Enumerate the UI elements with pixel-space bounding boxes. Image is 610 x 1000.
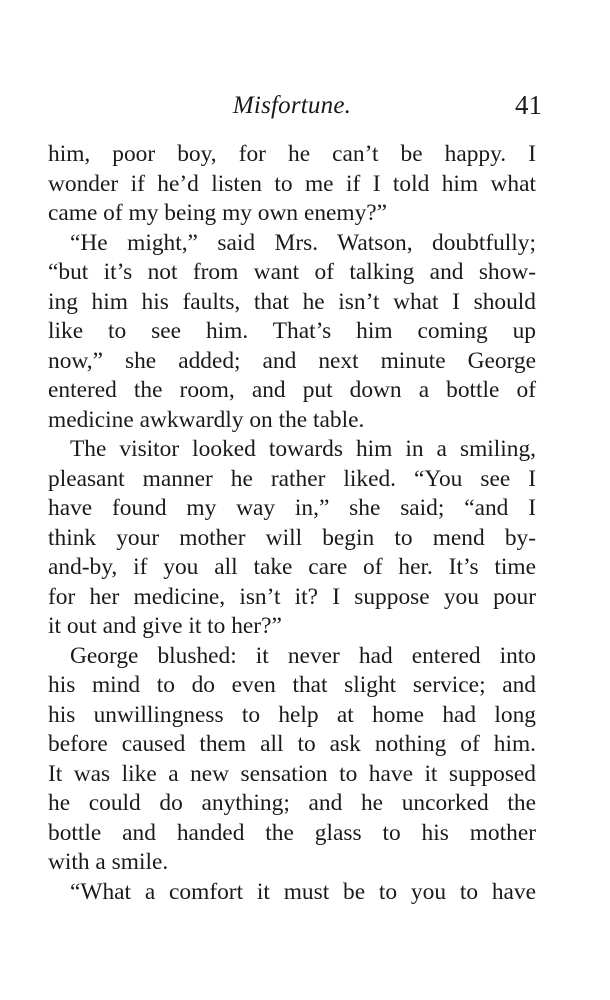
text-line: “but it’s not from want of talking and show- <box>48 259 536 285</box>
text-line: “What a comfort it must be to you to have <box>70 878 536 905</box>
page-header <box>48 88 542 128</box>
text-line: think your mother will begin to mend by- <box>48 524 536 551</box>
text-line: wonder if he’d listen to me if I told him what <box>48 170 536 197</box>
text-line: It was like a new sensation to have it supposed <box>48 760 536 787</box>
text-line: now,” she added; and next minute George <box>48 347 536 374</box>
text-line: have found my way in,” she said; “and I <box>48 495 536 521</box>
text-line: The visitor looked towards him in a smiling, <box>70 436 536 462</box>
text-line: “He might,” said Mrs. Watson, doubtfully; <box>70 229 536 256</box>
text-line: his unwillingness to help at home had long <box>48 701 536 728</box>
text-line: he could do anything; and he uncorked the <box>48 790 536 816</box>
body-text <box>48 140 536 907</box>
text-line: George blushed: it never had entered into <box>70 642 536 669</box>
text-line: for her medicine, isn’t it? I suppose you pour <box>48 583 536 610</box>
text-line: bottle and handed the glass to his mother <box>48 819 536 846</box>
text-line: pleasant manner he rather liked. “You see I <box>48 465 536 492</box>
page-number: 41 <box>515 90 542 120</box>
text-line: with a smile. <box>48 849 169 875</box>
text-line: it out and give it to her?” <box>48 613 282 639</box>
text-line: ing him his faults, that he isn’t what I should <box>48 288 536 315</box>
text-line: before caused them all to ask nothing of him. <box>48 731 536 757</box>
running-title: Misfortune. <box>232 92 352 119</box>
text-line: and-by, if you all take care of her. It’s time <box>48 554 536 580</box>
text-line: medicine awkwardly on the table. <box>48 406 365 433</box>
text-line: his mind to do even that slight service; and <box>48 672 536 698</box>
text-line: came of my being my own enemy?” <box>48 200 388 226</box>
text-line: like to see him. That’s him coming up <box>48 318 536 344</box>
text-line: him, poor boy, for he can’t be happy. I <box>48 141 536 167</box>
text-line: entered the room, and put down a bottle of <box>48 377 536 403</box>
